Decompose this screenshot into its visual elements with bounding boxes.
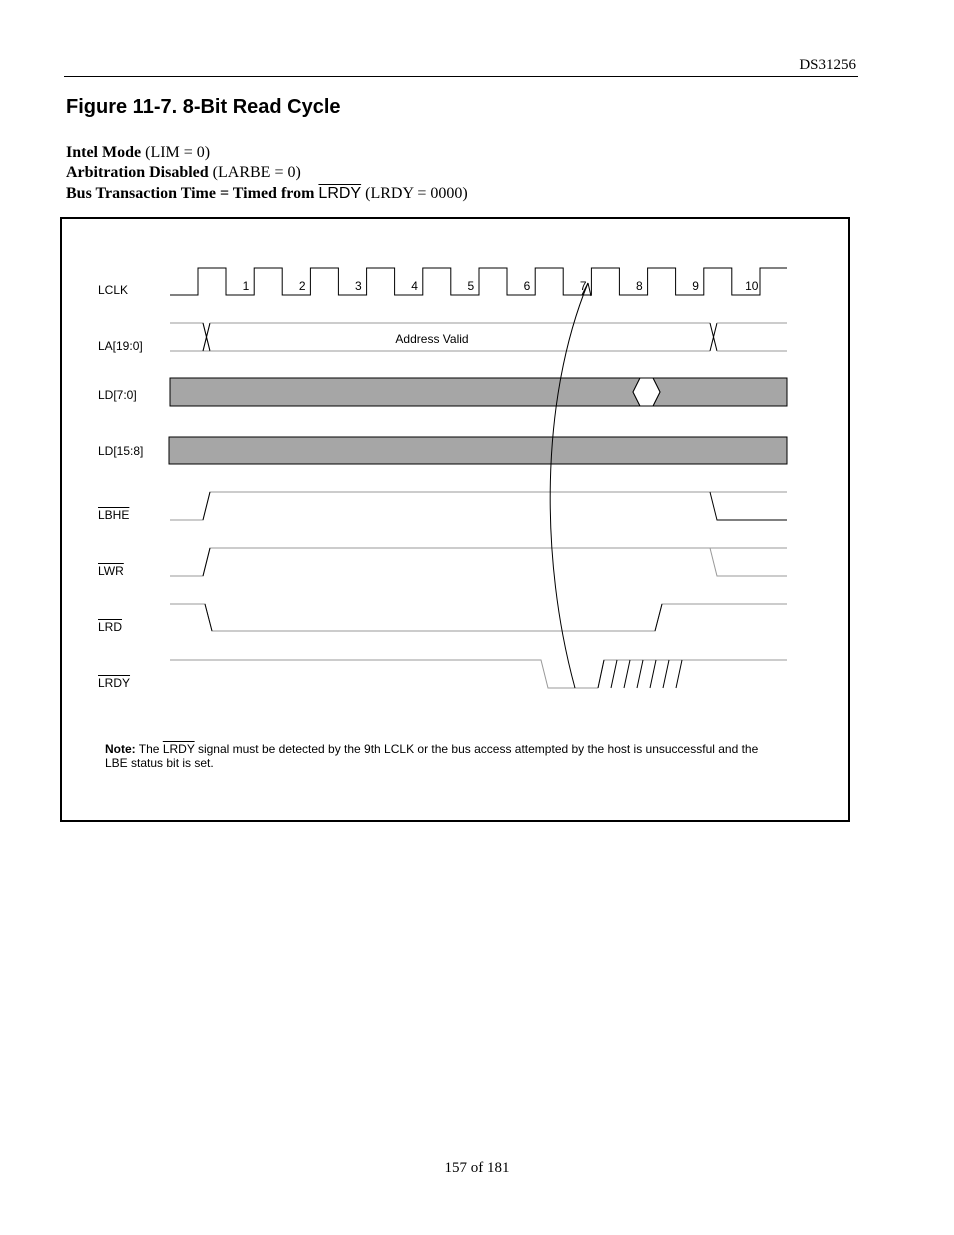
clock-label-9: 9: [692, 279, 699, 293]
lrdy-return: [598, 660, 787, 688]
signal-label-lbhe: LBHE: [98, 508, 130, 522]
lrdy-hatch-3: [624, 660, 630, 688]
condition-value: (LIM = 0): [141, 144, 211, 161]
lwr-rise: [203, 548, 210, 576]
note-label: Note:: [105, 742, 136, 756]
clock-label-4: 4: [411, 279, 418, 293]
lrdy-waveform: [170, 660, 598, 688]
condition-value: (LARBE = 0): [208, 164, 301, 181]
lrdy-hatch-4: [637, 660, 643, 688]
address-label: Address Valid: [395, 332, 469, 346]
condition-value: (LRDY = 0000): [361, 185, 468, 202]
signal-label-lwr: $\overline{LWR}$: [98, 564, 124, 578]
lwr-return: [710, 548, 787, 576]
la-bus-right: [717, 323, 787, 351]
note-pre: The: [135, 742, 163, 756]
ld-low-bus-left: [170, 378, 640, 406]
page-number: 157 of 181: [444, 1160, 510, 1176]
clock-label-1: 1: [242, 279, 250, 293]
clock-label-10: 10: [745, 279, 759, 293]
signal-label-lclk: LCLK: [98, 283, 129, 297]
sample-arrow-curve: [550, 283, 588, 688]
clock-label-3: 3: [355, 279, 362, 293]
condition-signal: LRDY: [318, 185, 362, 202]
signal-label-lrd: $\overline{LRD}$: [98, 620, 123, 634]
lrdy-hatch-2: [611, 660, 617, 688]
clock-label-8: 8: [636, 279, 643, 293]
signal-label-la: LA[19:0]: [98, 339, 143, 353]
signal-label-ld-low: LD[7:0]: [98, 388, 137, 402]
lrd-waveform: [170, 604, 787, 631]
lbhe-fall: [203, 492, 210, 520]
clock-label-6: 6: [523, 279, 531, 293]
clock-label-5: 5: [467, 279, 475, 293]
figure-title: Figure 11-7. 8-Bit Read Cycle: [66, 96, 341, 118]
lrdy-hatch-5: [650, 660, 656, 688]
clock-label-7: 7: [579, 279, 587, 293]
lrd-edges: [205, 604, 662, 631]
lwr-waveform: [170, 548, 787, 576]
ld-high-bus: [169, 437, 787, 464]
ld-low-bus-right: [653, 378, 787, 406]
signal-label-lrdy: LRDY: [98, 676, 131, 690]
note-signal: LRDY: [162, 742, 195, 756]
signal-label-ld-high: LD[15:8]: [98, 444, 144, 458]
lrdy-hatch-6: [663, 660, 669, 688]
lbhe-rise: [710, 492, 787, 520]
condition-label: Intel Mode: [66, 144, 142, 161]
lbhe-waveform: [170, 492, 787, 520]
clock-label-2: 2: [298, 279, 306, 293]
lrdy-hatch-7: [676, 660, 682, 688]
condition-label: Arbitration Disabled: [66, 164, 209, 181]
lrdy-hatch-1: [598, 660, 604, 688]
diagram-note: [105, 742, 765, 770]
document-id: DS31256: [799, 57, 856, 73]
note-text: signal must be detected by the 9th LCLK or the bus access attempted by the host is unsuccessful and the LBE status bit is set.: [105, 742, 759, 770]
condition-label: Bus Transaction Time = Timed from: [66, 185, 319, 202]
